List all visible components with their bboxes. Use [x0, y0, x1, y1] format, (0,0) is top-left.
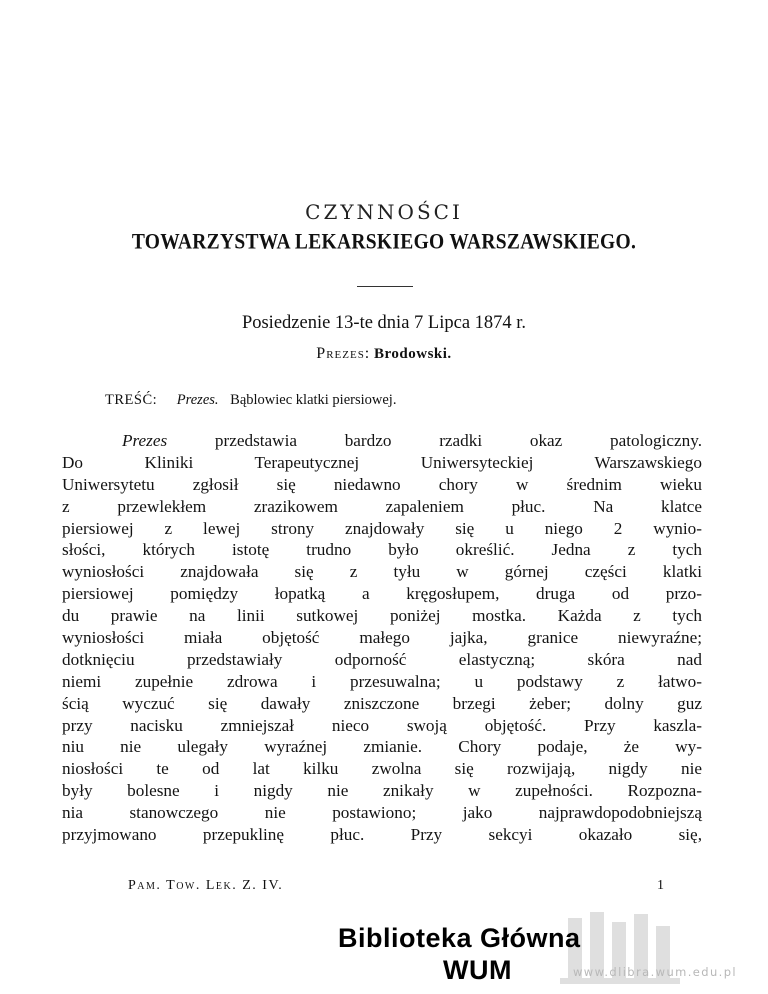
chapter-title: CZYNNOŚCI: [305, 200, 463, 224]
library-acronym: WUM: [443, 955, 512, 985]
library-name: Biblioteka Główna: [338, 923, 581, 953]
library-url: www.dlibra.wum.edu.pl: [573, 965, 738, 979]
printer-signature: Pam. Tow. Lek. Z. IV.: [128, 878, 284, 893]
contents-label: TREŚĆ:: [105, 392, 158, 408]
chapter-subtitle: TOWARZYSTWA LEKARSKIEGO WARSZAWSKIEGO.: [131, 230, 637, 255]
body-line: przy nacisku zmniejszał nieco swoją objętość. Przy kaszla-: [62, 715, 702, 735]
body-line: z przewlekłem zrazikowem zapaleniem płuc. Na klatce: [62, 496, 702, 516]
body-line: du prawie na linii sutkowej poniżej mostka. Każda z tych: [62, 606, 702, 626]
president-line: [0, 345, 768, 363]
session-heading: Posiedzenie 13-te dnia 7 Lipca 1874 r.: [241, 313, 527, 333]
page-footer: [128, 878, 664, 894]
president-label: Prezes:: [316, 345, 371, 362]
body-line: ścią wyczuć się dawały zniszczone brzegi żeber; dolny guz: [62, 693, 702, 713]
contents-line: [105, 392, 396, 409]
body-paragraph: [62, 430, 702, 846]
contents-topic: Bąblowiec klatki piersiowej.: [230, 392, 397, 408]
body-line: Do Kliniki Terapeutycznej Uniwersyteckiej Warszawskiego: [62, 452, 702, 472]
body-line: nia stanowczego nie postawiono; jako najprawdopodobniejszą: [62, 803, 702, 823]
body-line: wyniosłości znajdowała się z tyłu w górnej części klatki: [62, 562, 702, 582]
body-line: niu nie ulegały wyraźnej zmianie. Chory podaje, że wy-: [62, 737, 702, 757]
body-line: dotknięciu przedstawiały odporność elastyczną; skóra nad: [62, 649, 702, 669]
president-name: Brodowski.: [374, 346, 452, 362]
body-line: wyniosłości miała objętość małego jajka, granice niewyraźne;: [62, 628, 702, 648]
body-line: piersiowej pomiędzy łopatką a kręgosłupem, druga od przo-: [62, 584, 702, 604]
contents-speaker: Prezes.: [176, 392, 219, 408]
body-line: Prezes przedstawia bardzo rzadki okaz patologiczny.: [122, 431, 702, 450]
body-line: niosłości te od lat kilku zwolna się rozwijają, nigdy nie: [62, 759, 702, 779]
page-number: 1: [657, 878, 664, 893]
body-line: Uniwersytetu zgłosił się niedawno chory w średnim wieku: [62, 474, 702, 494]
body-line: słości, których istotę trudno było określić. Jedna z tych: [62, 540, 702, 560]
title-divider: [357, 286, 413, 287]
body-line: piersiowej z lewej strony znajdowały się u niego 2 wynio-: [62, 518, 702, 538]
body-first-word: Prezes: [122, 431, 168, 450]
body-line: były bolesne i nigdy nie znikały w zupełności. Rozpozna-: [62, 781, 702, 801]
body-line: przyjmowano przepuklinę płuc. Przy sekcyi okazało się,: [62, 825, 702, 845]
body-line: niemi zupełnie zdrowa i przesuwalna; u podstawy z łatwo-: [62, 671, 702, 691]
